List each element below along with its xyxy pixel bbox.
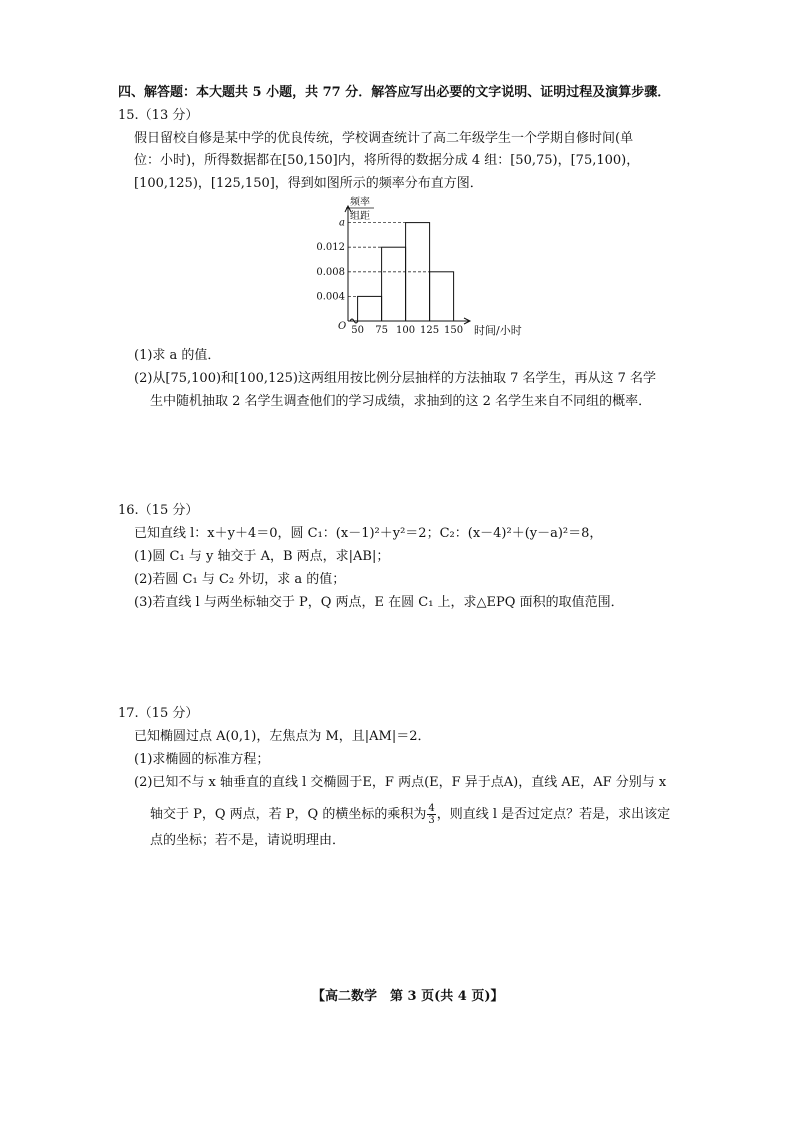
q17-part1: (1)求椭圆的标准方程； xyxy=(134,752,270,767)
section-heading: 四、解答题：本大题共 5 小题，共 77 分．解答应写出必要的文字说明、证明过程及演算步骤． xyxy=(118,85,671,100)
q17-part2-line2-before: 轴交于 P，Q 两点，若 P，Q 的横坐标的乘积为 xyxy=(150,807,427,822)
y-axis-label-denominator: 组距 xyxy=(350,211,370,222)
q15-number: 15.（13 分） xyxy=(118,108,199,123)
fraction-four-thirds xyxy=(427,803,435,826)
q15-text-line1: 假日留校自修是某中学的优良传统，学校调查统计了高二年级学生一个学期自修时间(单 xyxy=(134,131,634,146)
fraction-denominator: 3 xyxy=(428,815,435,826)
x-tick-label: 150 xyxy=(444,325,464,336)
histogram-bar xyxy=(382,247,406,321)
q15-text-line3: [100,125)，[125,150]，得到如图所示的频率分布直方图． xyxy=(134,176,483,191)
q16-given: 已知直线 l：x＋y＋4＝0，圆 C₁：(x－1)²＋y²＝2；C₂：(x－4)²＋(y－a)²＝8， xyxy=(134,526,603,541)
y-tick-label: 0.004 xyxy=(316,291,345,303)
x-tick-label: 50 xyxy=(351,325,364,336)
page-footer: 【高二数学 第 3 页(共 4 页)】 xyxy=(312,989,504,1004)
q15-part2-line2: 生中随机抽取 2 名学生调查他们的学习成绩，求抽到的这 2 名学生来自不同组的概率． xyxy=(150,394,652,409)
x-tick-label: 75 xyxy=(375,325,388,336)
frequency-histogram xyxy=(316,196,540,341)
y-tick-label: 0.008 xyxy=(316,266,345,278)
fraction-numerator: 4 xyxy=(428,803,435,814)
x-tick-label: 125 xyxy=(420,325,440,336)
x-tick-label: 100 xyxy=(396,325,416,336)
q17-number: 17.（15 分） xyxy=(118,706,199,721)
q15-text-line2: 位：小时)，所得数据都在[50,150]内，将所得的数据分成 4 组：[50,75)，[75,100)， xyxy=(134,153,640,168)
y-tick-label: a xyxy=(339,217,345,229)
q16-number: 16.（15 分） xyxy=(118,503,199,518)
q16-part1: (1)圆 C₁ 与 y 轴交于 A，B 两点，求|AB|； xyxy=(134,549,390,564)
y-axis-label-numerator: 频率 xyxy=(350,197,370,208)
q15-part1: (1)求 a 的值． xyxy=(134,348,221,363)
histogram-bar xyxy=(358,296,382,321)
origin-label: O xyxy=(338,321,347,332)
q17-part2-line2 xyxy=(150,803,670,826)
q17-part2-line1: (2)已知不与 x 轴垂直的直线 l 交椭圆于E，F 两点(E，F 异于点A)，直线 AE，AF 分别与 x xyxy=(134,775,667,790)
x-axis-label: 时间/小时 xyxy=(474,324,522,337)
histogram-bar xyxy=(430,272,454,321)
y-tick-label: 0.012 xyxy=(316,242,345,254)
q17-given: 已知椭圆过点 A(0,1)，左焦点为 M，且|AM|＝2． xyxy=(134,729,431,744)
q17-part2-line3: 点的坐标；若不是，请说明理由． xyxy=(150,833,346,848)
q17-part2-line2-after: ，则直线 l 是否过定点？若是，求出该定 xyxy=(436,807,671,822)
q15-part2-line1: (2)从[75,100)和[100,125)这两组用按比例分层抽样的方法抽取 7 名学生，再从这 7 名学 xyxy=(134,371,657,386)
q16-part3: (3)若直线 l 与两坐标轴交于 P，Q 两点，E 在圆 C₁ 上，求△EPQ 面积的取值范围． xyxy=(134,595,624,610)
q16-part2: (2)若圆 C₁ 与 C₂ 外切，求 a 的值； xyxy=(134,572,346,587)
